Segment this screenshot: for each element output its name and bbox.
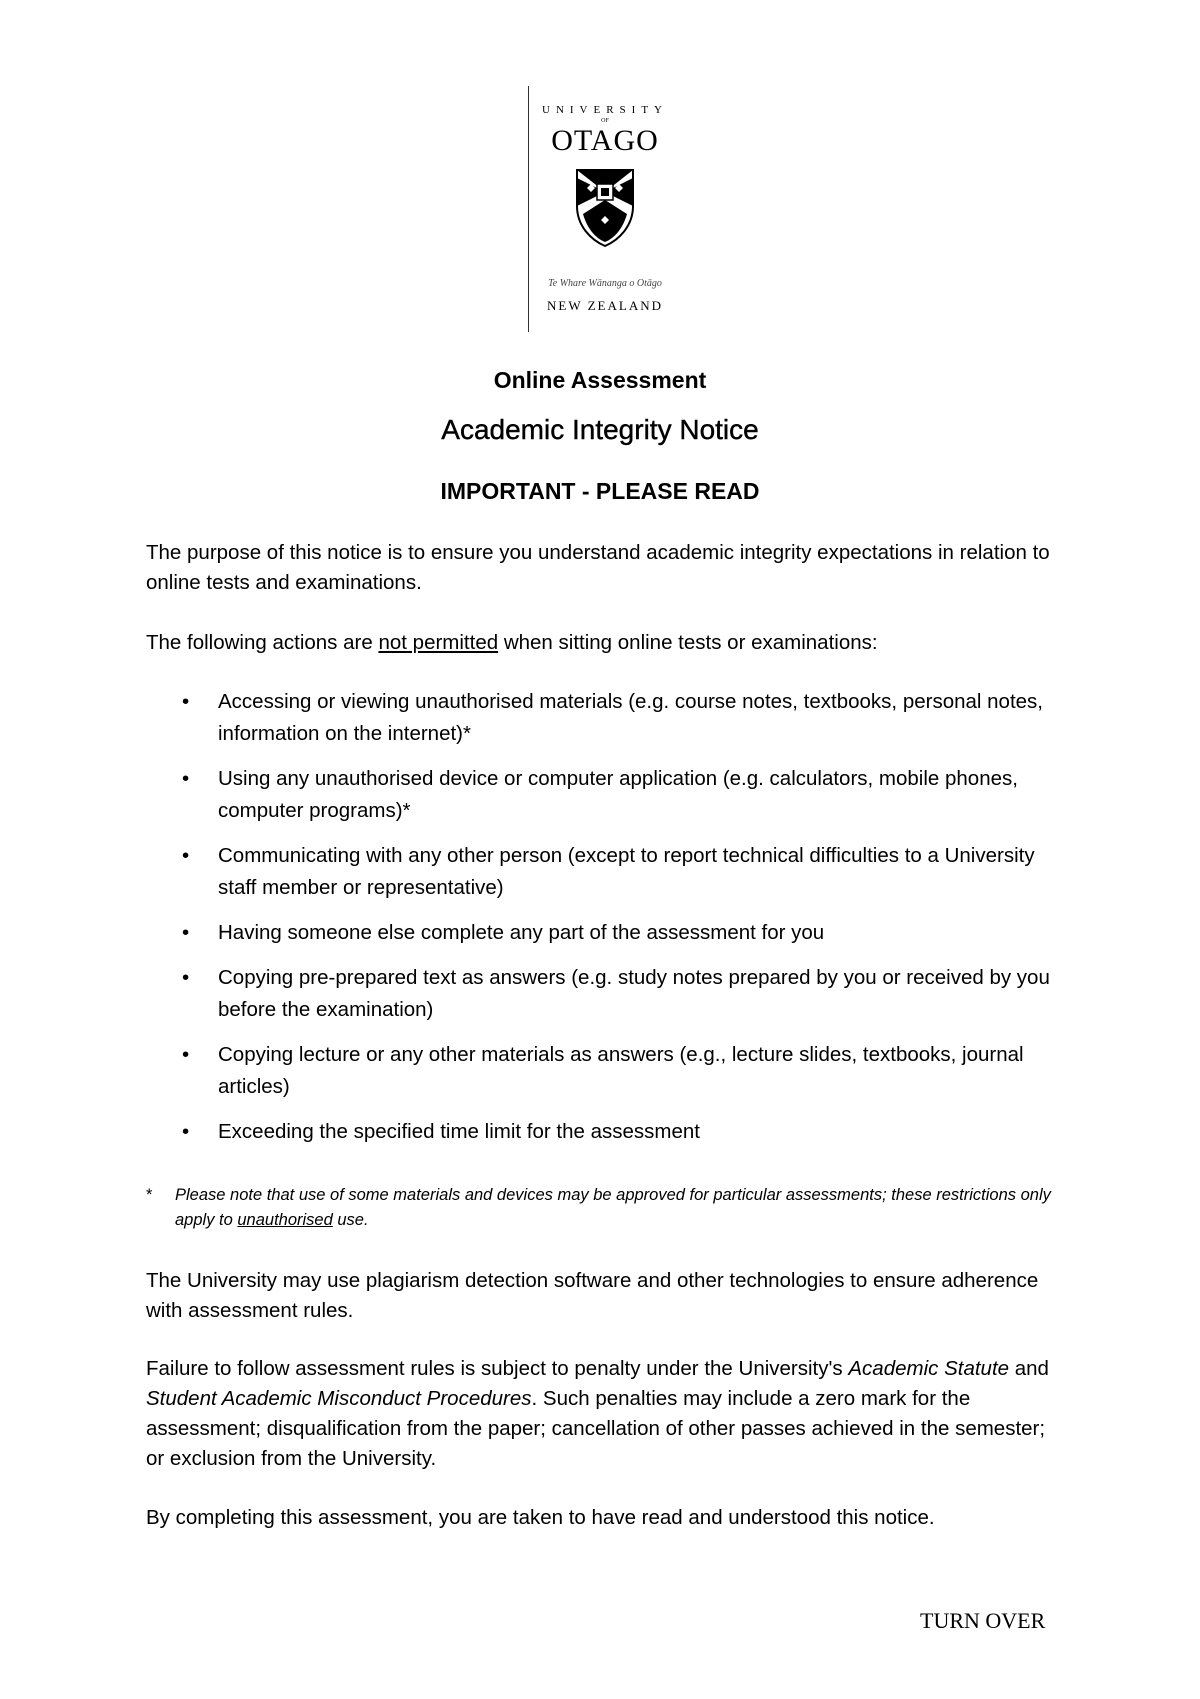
bullet-icon: • bbox=[182, 767, 190, 790]
closing-paragraph: By completing this assessment, you are taken to have read and understood this notice. bbox=[146, 1506, 935, 1529]
turn-over-footer: TURN OVER bbox=[920, 1608, 1046, 1633]
penalty-italic-statute: Academic Statute bbox=[848, 1357, 1010, 1380]
intro-paragraph: The purpose of this notice is to ensure you understand academic integrity expectations in relation to online tests and examinations. bbox=[146, 541, 1050, 594]
document-title: Academic Integrity Notice bbox=[441, 414, 759, 445]
rules-list bbox=[146, 686, 1066, 1161]
penalty-part1: Failure to follow assessment rules is subject to penalty under the University's bbox=[146, 1357, 849, 1380]
penalty-italic-procedures: Student Academic Misconduct Procedures bbox=[146, 1387, 532, 1410]
list-item-text: Using any unauthorised device or computer application (e.g. calculators, mobile phones, computer programs)* bbox=[218, 767, 1018, 822]
footnote-before: Please note that use of some materials and devices may be approved for particular assessments; these restrictions only apply to bbox=[175, 1186, 1051, 1229]
footnote-marker: * bbox=[146, 1186, 153, 1204]
list-item bbox=[146, 763, 1066, 827]
crest-icon bbox=[573, 166, 637, 250]
list-item-text: Copying pre-prepared text as answers (e.g. study notes prepared by you or received by you before the examination) bbox=[218, 966, 1050, 1021]
detection-paragraph: The University may use plagiarism detection software and other technologies to ensure adherence with assessment rules. bbox=[146, 1269, 1039, 1322]
logo-of-text: OF bbox=[601, 118, 609, 124]
university-logo bbox=[528, 86, 679, 332]
footnote bbox=[146, 1183, 1066, 1233]
list-item-text: Exceeding the specified time limit for the assessment bbox=[218, 1120, 700, 1143]
list-item-text: Having someone else complete any part of the assessment for you bbox=[218, 921, 825, 944]
list-item bbox=[146, 840, 1066, 904]
bullet-icon: • bbox=[182, 690, 190, 713]
list-item bbox=[146, 686, 1066, 750]
important-heading: IMPORTANT - PLEASE READ bbox=[440, 478, 760, 504]
list-item bbox=[146, 1116, 1066, 1148]
penalty-part2: and bbox=[1009, 1357, 1049, 1380]
penalty-paragraph bbox=[146, 1354, 1066, 1474]
footnote-after: use. bbox=[332, 1211, 369, 1229]
logo-otago-text: OTAGO bbox=[551, 124, 659, 157]
rules-lead-after: when sitting online tests or examinations: bbox=[498, 631, 878, 654]
rules-lead-paragraph bbox=[146, 628, 1066, 658]
list-item-text: Communicating with any other person (except to report technical difficulties to a University staff member or representative) bbox=[218, 844, 1035, 899]
penalty-part3: . Such penalties may include a zero mark for the assessment; disqualification from the paper; cancellation of other passes achieved in the semester; or exclusion from the University. bbox=[146, 1387, 1046, 1470]
list-item-text: Copying lecture or any other materials as answers (e.g., lecture slides, textbooks, journal articles) bbox=[218, 1043, 1024, 1098]
rules-lead-before: The following actions are bbox=[146, 631, 379, 654]
list-item bbox=[146, 917, 1066, 949]
bullet-icon: • bbox=[182, 1043, 190, 1066]
rules-lead-underlined: not permitted bbox=[378, 631, 499, 654]
bullet-icon: • bbox=[182, 1120, 190, 1143]
logo-motto-text: Te Whare Wānanga o Otāgo bbox=[548, 278, 662, 289]
document-subtitle: Online Assessment bbox=[493, 367, 707, 393]
logo-university-text: UNIVERSITY bbox=[542, 104, 668, 116]
bullet-icon: • bbox=[182, 844, 190, 867]
footnote-underlined: unauthorised bbox=[237, 1211, 333, 1229]
list-item-text: Accessing or viewing unauthorised materials (e.g. course notes, textbooks, personal notes, information on the internet)* bbox=[218, 690, 1043, 745]
bullet-icon: • bbox=[182, 966, 190, 989]
bullet-icon: • bbox=[182, 921, 190, 944]
list-item bbox=[146, 1039, 1066, 1103]
logo-country-text: NEW ZEALAND bbox=[547, 298, 663, 313]
list-item bbox=[146, 962, 1066, 1026]
